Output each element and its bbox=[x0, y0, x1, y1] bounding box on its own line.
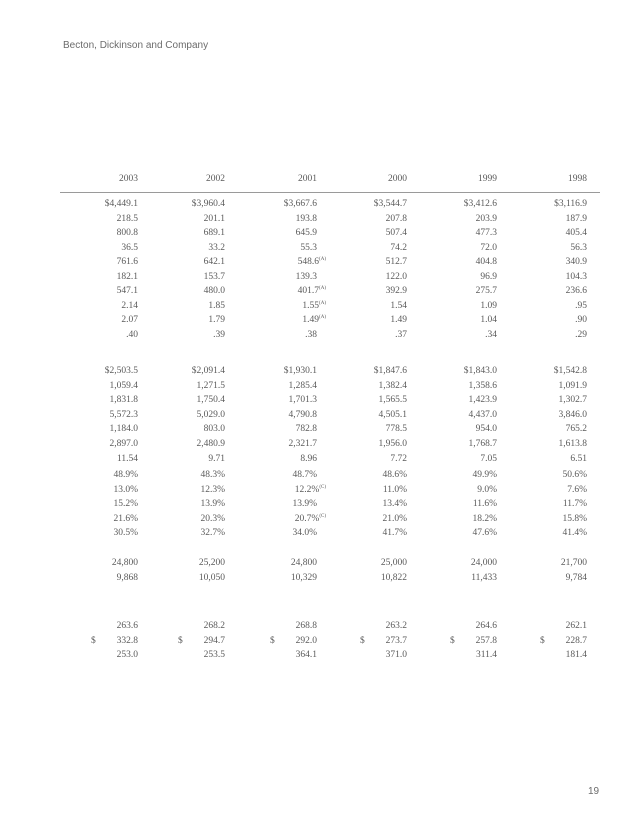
table-cell: 10,050 bbox=[198, 572, 225, 583]
table-cell: 9.0% bbox=[477, 484, 497, 495]
table-cell: 480.0 bbox=[203, 286, 225, 297]
table-cell: .39 bbox=[213, 330, 225, 340]
currency-symbol: $ bbox=[360, 635, 365, 646]
table-cell: 1,768.7 bbox=[468, 439, 497, 449]
currency-symbol: $ bbox=[178, 635, 183, 646]
table-cell: 1,565.5 bbox=[378, 395, 407, 406]
table-cell: $3,412.6 bbox=[463, 199, 497, 209]
table-cell: 9,784 bbox=[565, 572, 587, 583]
table-cell: .34 bbox=[485, 330, 497, 340]
table-cell: $2,503.5 bbox=[104, 366, 138, 376]
table-cell: 24,800 bbox=[290, 558, 317, 568]
table-cell: 1,956.0 bbox=[378, 439, 407, 449]
table-cell: 21.0% bbox=[382, 513, 407, 524]
year-header-1999: 1999 bbox=[478, 174, 497, 184]
table-cell: 401.7$^{(A)}$ bbox=[297, 286, 326, 297]
table-cell: 7.72 bbox=[390, 453, 407, 464]
table-cell: 1,285.4 bbox=[288, 380, 317, 391]
table-cell: 1,358.6 bbox=[468, 380, 497, 391]
table-cell: 24,000 bbox=[470, 558, 497, 568]
table-cell: 11.54 bbox=[116, 453, 138, 464]
table-cell: 48.9% bbox=[113, 470, 138, 480]
table-cell: 803.0 bbox=[203, 424, 225, 435]
table-cell: 371.0 bbox=[385, 650, 407, 661]
table-cell: 689.1 bbox=[203, 228, 225, 239]
table-cell: 34.0% bbox=[292, 528, 317, 539]
year-header-row bbox=[0, 174, 638, 188]
table-cell: 547.1 bbox=[116, 286, 138, 297]
table-cell: $1,847.6 bbox=[373, 366, 407, 376]
table-cell: 8.96 bbox=[300, 453, 317, 464]
table-cell: 263.6 bbox=[116, 621, 138, 631]
table-cell: .95 bbox=[575, 300, 587, 311]
table-cell: 4,437.0 bbox=[468, 409, 497, 420]
table-cell: 10,329 bbox=[290, 572, 317, 583]
table-cell: 642.1 bbox=[203, 257, 225, 267]
table-cell: 18.2% bbox=[472, 513, 497, 524]
table-cell: 1.04 bbox=[480, 315, 497, 326]
table-cell: 12.3% bbox=[200, 484, 225, 495]
table-cell: 645.9 bbox=[295, 228, 317, 239]
table-cell: 48.7% bbox=[292, 470, 317, 480]
table-cell: 1,423.9 bbox=[468, 395, 497, 406]
table-cell: 56.3 bbox=[570, 242, 587, 253]
table-cell: .37 bbox=[395, 330, 407, 340]
table-cell: 477.3 bbox=[475, 228, 497, 239]
table-cell: 1,271.5 bbox=[196, 380, 225, 391]
table-cell: 1,701.3 bbox=[288, 395, 317, 406]
table-cell: 782.8 bbox=[295, 424, 317, 435]
table-cell: 122.0 bbox=[385, 271, 407, 282]
table-cell: $2,091.4 bbox=[191, 366, 225, 376]
table-cell: 10,822 bbox=[380, 572, 407, 583]
table-cell: 47.6% bbox=[472, 528, 497, 539]
table-cell: 72.0 bbox=[480, 242, 497, 253]
table-cell: 765.2 bbox=[565, 424, 587, 435]
table-cell: 1.49$^{(A)}$ bbox=[302, 315, 326, 326]
table-cell: 332.8 bbox=[116, 635, 138, 646]
table-cell: 2,480.9 bbox=[196, 439, 225, 449]
table-cell: 262.1 bbox=[565, 621, 587, 631]
currency-symbol: $ bbox=[91, 635, 96, 646]
table-cell: 257.8 bbox=[475, 635, 497, 646]
table-cell: 954.0 bbox=[475, 424, 497, 435]
table-cell: 25,000 bbox=[380, 558, 407, 568]
table-cell: 405.4 bbox=[565, 228, 587, 239]
table-cell: 41.4% bbox=[562, 528, 587, 539]
table-cell: 218.5 bbox=[116, 213, 138, 224]
table-cell: 9.71 bbox=[208, 453, 225, 464]
year-header-2002: 2002 bbox=[206, 174, 225, 184]
currency-symbol: $ bbox=[540, 635, 545, 646]
table-cell: 392.9 bbox=[385, 286, 407, 297]
table-cell: 268.2 bbox=[203, 621, 225, 631]
table-cell: 6.51 bbox=[570, 453, 587, 464]
table-cell: 404.8 bbox=[475, 257, 497, 267]
table-cell: 33.2 bbox=[208, 242, 225, 253]
table-cell: 4,790.8 bbox=[288, 409, 317, 420]
table-cell: 5,029.0 bbox=[196, 409, 225, 420]
table-cell: 1.49 bbox=[390, 315, 407, 326]
table-cell: 15.8% bbox=[562, 513, 587, 524]
table-cell: 1,184.0 bbox=[109, 424, 138, 435]
table-cell: 1,613.8 bbox=[558, 439, 587, 449]
table-cell: $3,960.4 bbox=[191, 199, 225, 209]
table-cell: 1,302.7 bbox=[558, 395, 587, 406]
table-cell: 96.9 bbox=[480, 271, 497, 282]
table-cell: 203.9 bbox=[475, 213, 497, 224]
table-cell: .90 bbox=[575, 315, 587, 326]
table-cell: 207.8 bbox=[385, 213, 407, 224]
table-cell: 13.0% bbox=[113, 484, 138, 495]
table-cell: 778.5 bbox=[385, 424, 407, 435]
year-header-2001: 2001 bbox=[298, 174, 317, 184]
table-cell: 11.6% bbox=[472, 499, 497, 510]
table-cell: 181.4 bbox=[565, 650, 587, 661]
table-cell: 3,846.0 bbox=[558, 409, 587, 420]
table-cell: 1.55$^{(A)}$ bbox=[302, 300, 326, 311]
table-cell: 12.2%$^{(C)}$ bbox=[294, 484, 326, 495]
table-cell: 20.7%$^{(C)}$ bbox=[294, 513, 326, 524]
table-cell: 5,572.3 bbox=[109, 409, 138, 420]
header-divider bbox=[60, 192, 600, 193]
table-cell: .38 bbox=[305, 330, 317, 340]
table-cell: 1,831.8 bbox=[109, 395, 138, 406]
table-cell: 13.9% bbox=[292, 499, 317, 510]
table-cell: $3,544.7 bbox=[373, 199, 407, 209]
table-cell: 104.3 bbox=[565, 271, 587, 282]
table-cell: 512.7 bbox=[385, 257, 407, 267]
table-cell: 11.7% bbox=[562, 499, 587, 510]
table-cell: 48.6% bbox=[382, 470, 407, 480]
table-cell: 11,433 bbox=[471, 572, 497, 583]
table-cell: 41.7% bbox=[382, 528, 407, 539]
table-cell: 292.0 bbox=[295, 635, 317, 646]
page-number: 19 bbox=[588, 786, 600, 797]
table-cell: 253.0 bbox=[116, 650, 138, 661]
table-cell: $3,667.6 bbox=[283, 199, 317, 209]
table-cell: 340.9 bbox=[565, 257, 587, 267]
table-cell: 193.8 bbox=[295, 213, 317, 224]
table-cell: 2,897.0 bbox=[109, 439, 138, 449]
table-cell: 1,059.4 bbox=[109, 380, 138, 391]
table-cell: 761.6 bbox=[116, 257, 138, 267]
table-cell: .29 bbox=[575, 330, 587, 340]
currency-symbol: $ bbox=[450, 635, 455, 646]
table-cell: $1,930.1 bbox=[283, 366, 317, 376]
table-cell: 201.1 bbox=[203, 213, 225, 224]
table-cell: 21.6% bbox=[113, 513, 138, 524]
table-cell: 21,700 bbox=[560, 558, 587, 568]
table-cell: 139.3 bbox=[295, 271, 317, 282]
table-cell: 30.5% bbox=[113, 528, 138, 539]
table-cell: 1.85 bbox=[208, 300, 225, 311]
company-name: Becton, Dickinson and Company bbox=[63, 40, 209, 51]
table-cell: 1,091.9 bbox=[558, 380, 587, 391]
year-header-2003: 2003 bbox=[119, 174, 138, 184]
table-cell: 2.07 bbox=[121, 315, 138, 326]
table-cell: 2,321.7 bbox=[288, 439, 317, 449]
table-cell: 48.3% bbox=[200, 470, 225, 480]
table-cell: 311.4 bbox=[475, 650, 497, 661]
table-cell: 4,505.1 bbox=[378, 409, 407, 420]
table-cell: 364.1 bbox=[295, 650, 317, 661]
table-cell: 13.4% bbox=[382, 499, 407, 510]
table-cell: $1,542.8 bbox=[553, 366, 587, 376]
table-cell: 32.7% bbox=[200, 528, 225, 539]
table-cell: .40 bbox=[126, 330, 138, 340]
table-cell: 800.8 bbox=[116, 228, 138, 239]
table-cell: 1.79 bbox=[208, 315, 225, 326]
table-cell: 268.8 bbox=[295, 621, 317, 631]
table-cell: 15.2% bbox=[113, 499, 138, 510]
year-header-2000: 2000 bbox=[388, 174, 407, 184]
table-cell: 1.09 bbox=[480, 300, 497, 311]
table-cell: 36.5 bbox=[121, 242, 138, 253]
table-cell: 275.7 bbox=[475, 286, 497, 297]
table-cell: 253.5 bbox=[203, 650, 225, 661]
table-cell: 55.3 bbox=[300, 242, 317, 253]
table-cell: 7.05 bbox=[480, 453, 497, 464]
table-cell: 13.9% bbox=[200, 499, 225, 510]
table-cell: 228.7 bbox=[565, 635, 587, 646]
table-cell: 1.54 bbox=[390, 300, 407, 311]
currency-symbol: $ bbox=[270, 635, 275, 646]
table-cell: 1,750.4 bbox=[196, 395, 225, 406]
table-cell: $1,843.0 bbox=[463, 366, 497, 376]
table-cell: 25,200 bbox=[198, 558, 225, 568]
table-cell: 49.9% bbox=[472, 470, 497, 480]
table-cell: $3,116.9 bbox=[554, 199, 587, 209]
table-cell: $4,449.1 bbox=[104, 199, 138, 209]
table-cell: 548.6$^{(A)}$ bbox=[297, 256, 326, 267]
table-cell: 7.6% bbox=[567, 484, 587, 495]
table-cell: 20.3% bbox=[200, 513, 225, 524]
table-cell: 507.4 bbox=[385, 228, 407, 239]
table-cell: 153.7 bbox=[203, 271, 225, 282]
table-cell: 273.7 bbox=[385, 635, 407, 646]
table-cell: 50.6% bbox=[562, 470, 587, 480]
table-cell: 1,382.4 bbox=[378, 380, 407, 391]
table-cell: 294.7 bbox=[203, 635, 225, 646]
table-cell: 11.0% bbox=[382, 484, 407, 495]
table-cell: 263.2 bbox=[385, 621, 407, 631]
table-cell: 264.6 bbox=[475, 621, 497, 631]
year-header-1998: 1998 bbox=[568, 174, 587, 184]
table-cell: 182.1 bbox=[116, 271, 138, 282]
table-cell: 236.6 bbox=[565, 286, 587, 297]
table-cell: 2.14 bbox=[121, 300, 138, 311]
table-cell: 187.9 bbox=[565, 213, 587, 224]
table-cell: 74.2 bbox=[390, 242, 407, 253]
table-cell: 24,800 bbox=[111, 558, 138, 568]
table-cell: 9,868 bbox=[116, 572, 138, 583]
